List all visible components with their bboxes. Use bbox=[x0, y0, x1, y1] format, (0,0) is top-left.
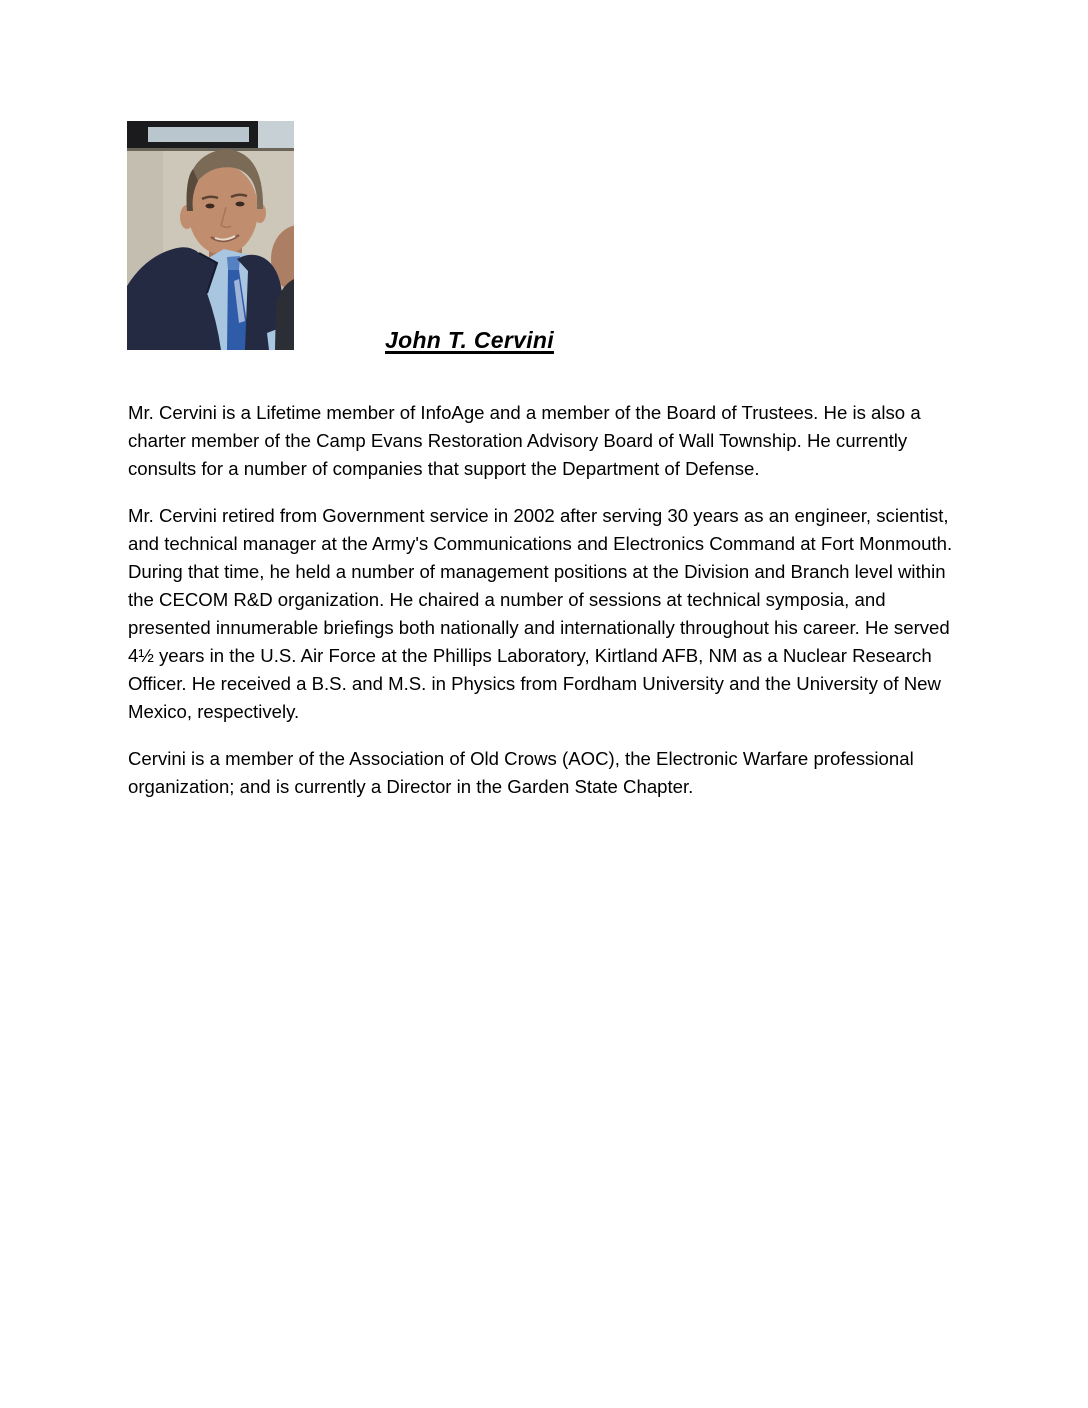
page-title: John T. Cervini bbox=[385, 327, 554, 353]
bio-paragraph-3: Cervini is a member of the Association of Old Crows (AOC), the Electronic Warfare professional organization; and is currently a Director in the Garden State Chapter. bbox=[128, 748, 914, 797]
portrait-photo bbox=[127, 121, 294, 350]
bio-paragraph-1: Mr. Cervini is a Lifetime member of InfoAge and a member of the Board of Trustees. He is also a charter member of the Camp Evans Restoration Advisory Board of Wall Township. He currently consults for a number of companies that support the Department of Defense. bbox=[128, 402, 921, 479]
bio-paragraph-2: Mr. Cervini retired from Government service in 2002 after serving 30 years as an engineer, scientist, and technical manager at the Army's Communications and Electronics Command at Fort Monmouth. During that time, he held a number of management positions at the Division and Branch level within the CECOM R&D organization. He chaired a number of sessions at technical symposia, and presented innumerable briefings both nationally and internationally throughout his career. He served 4½ years in the U.S. Air Force at the Phillips Laboratory, Kirtland AFB, NM as a Nuclear Research Officer. He received a B.S. and M.S. in Physics from Fordham University and the University of New Mexico, respectively. bbox=[128, 505, 953, 722]
portrait-illustration bbox=[127, 121, 294, 350]
bio-text bbox=[128, 399, 968, 820]
